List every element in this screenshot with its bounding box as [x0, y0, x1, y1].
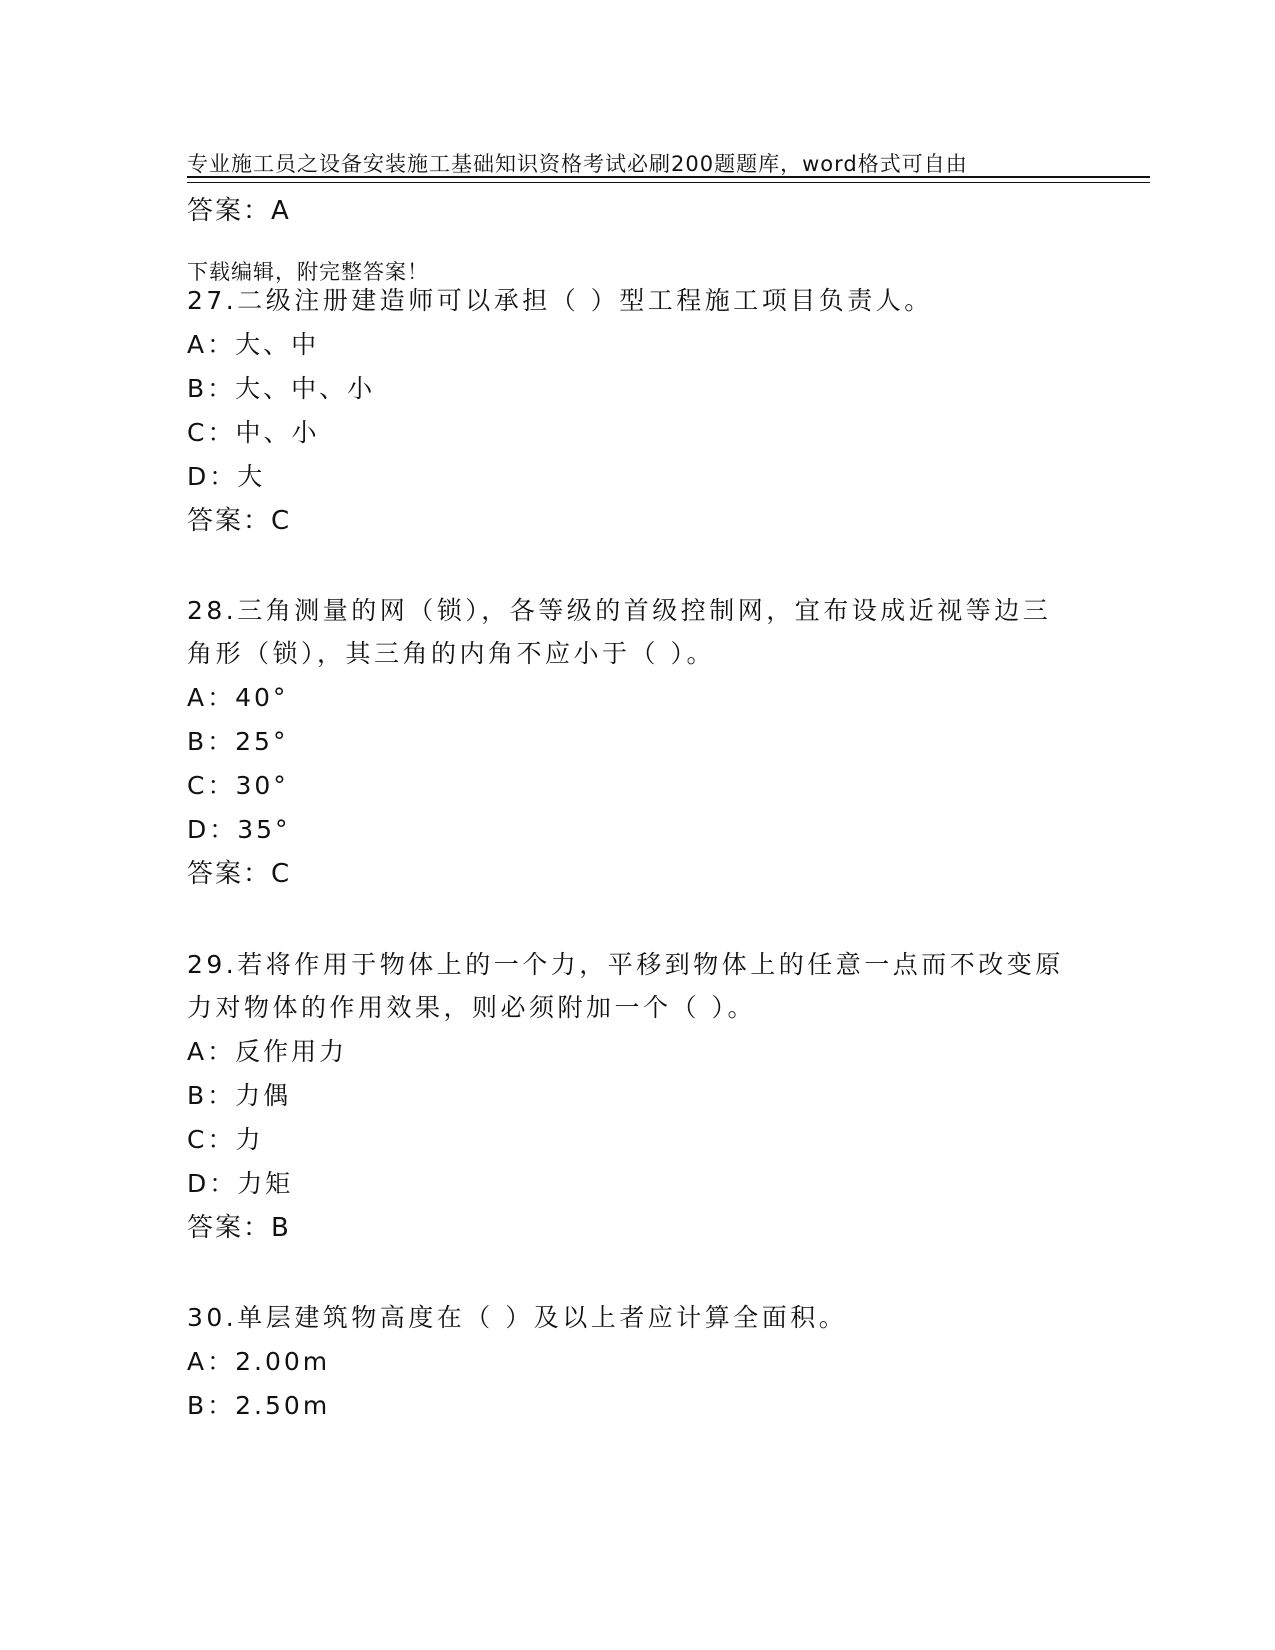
q27-option-d: D：大	[187, 462, 266, 491]
q27-option-a: A：大、中	[187, 330, 320, 359]
q29-option-c: C：力	[187, 1125, 264, 1154]
q28-option-c: C：30°	[187, 771, 289, 800]
q28-answer: 答案：C	[187, 859, 292, 889]
q29-option-a: A：反作用力	[187, 1037, 348, 1066]
q29-option-b: B：力偶	[187, 1081, 292, 1110]
document-header	[187, 74, 1087, 362]
q27-option-b: B：大、中、小	[187, 374, 376, 403]
question-27: 27.二级注册建造师可以承担（ ）型工程施工项目负责人。	[187, 286, 933, 315]
question-28-line-1: 28.三角测量的网（锁），各等级的首级控制网，宜布设成近视等边三	[187, 596, 1052, 625]
q28-option-b: B：25°	[187, 727, 289, 756]
q27-answer: 答案：C	[187, 506, 292, 536]
question-29-line-1: 29.若将作用于物体上的一个力，平移到物体上的任意一点而不改变原	[187, 950, 1064, 979]
previous-answer: 答案：A	[187, 196, 291, 226]
header-divider-thin	[187, 182, 1150, 183]
header-divider-thick	[187, 176, 1150, 178]
question-28-line-2: 角形（锁），其三角的内角不应小于（ ）。	[187, 639, 715, 668]
q29-answer: 答案：B	[187, 1213, 291, 1243]
header-title-line-1: 专业施工员之设备安装施工基础知识资格考试必刷200题题库，word格式可自由	[187, 152, 968, 176]
q28-option-a: A：40°	[187, 683, 289, 712]
q30-option-a: A：2.00m	[187, 1347, 331, 1376]
q27-option-c: C：中、小	[187, 418, 320, 447]
question-30: 30.单层建筑物高度在（ ）及以上者应计算全面积。	[187, 1303, 848, 1332]
question-29-line-2: 力对物体的作用效果，则必须附加一个（ ）。	[187, 993, 756, 1022]
q29-option-d: D：力矩	[187, 1169, 294, 1198]
q28-option-d: D：35°	[187, 815, 291, 844]
q30-option-b: B：2.50m	[187, 1391, 331, 1420]
header-title-line-2: 下载编辑，附完整答案！	[187, 260, 429, 284]
